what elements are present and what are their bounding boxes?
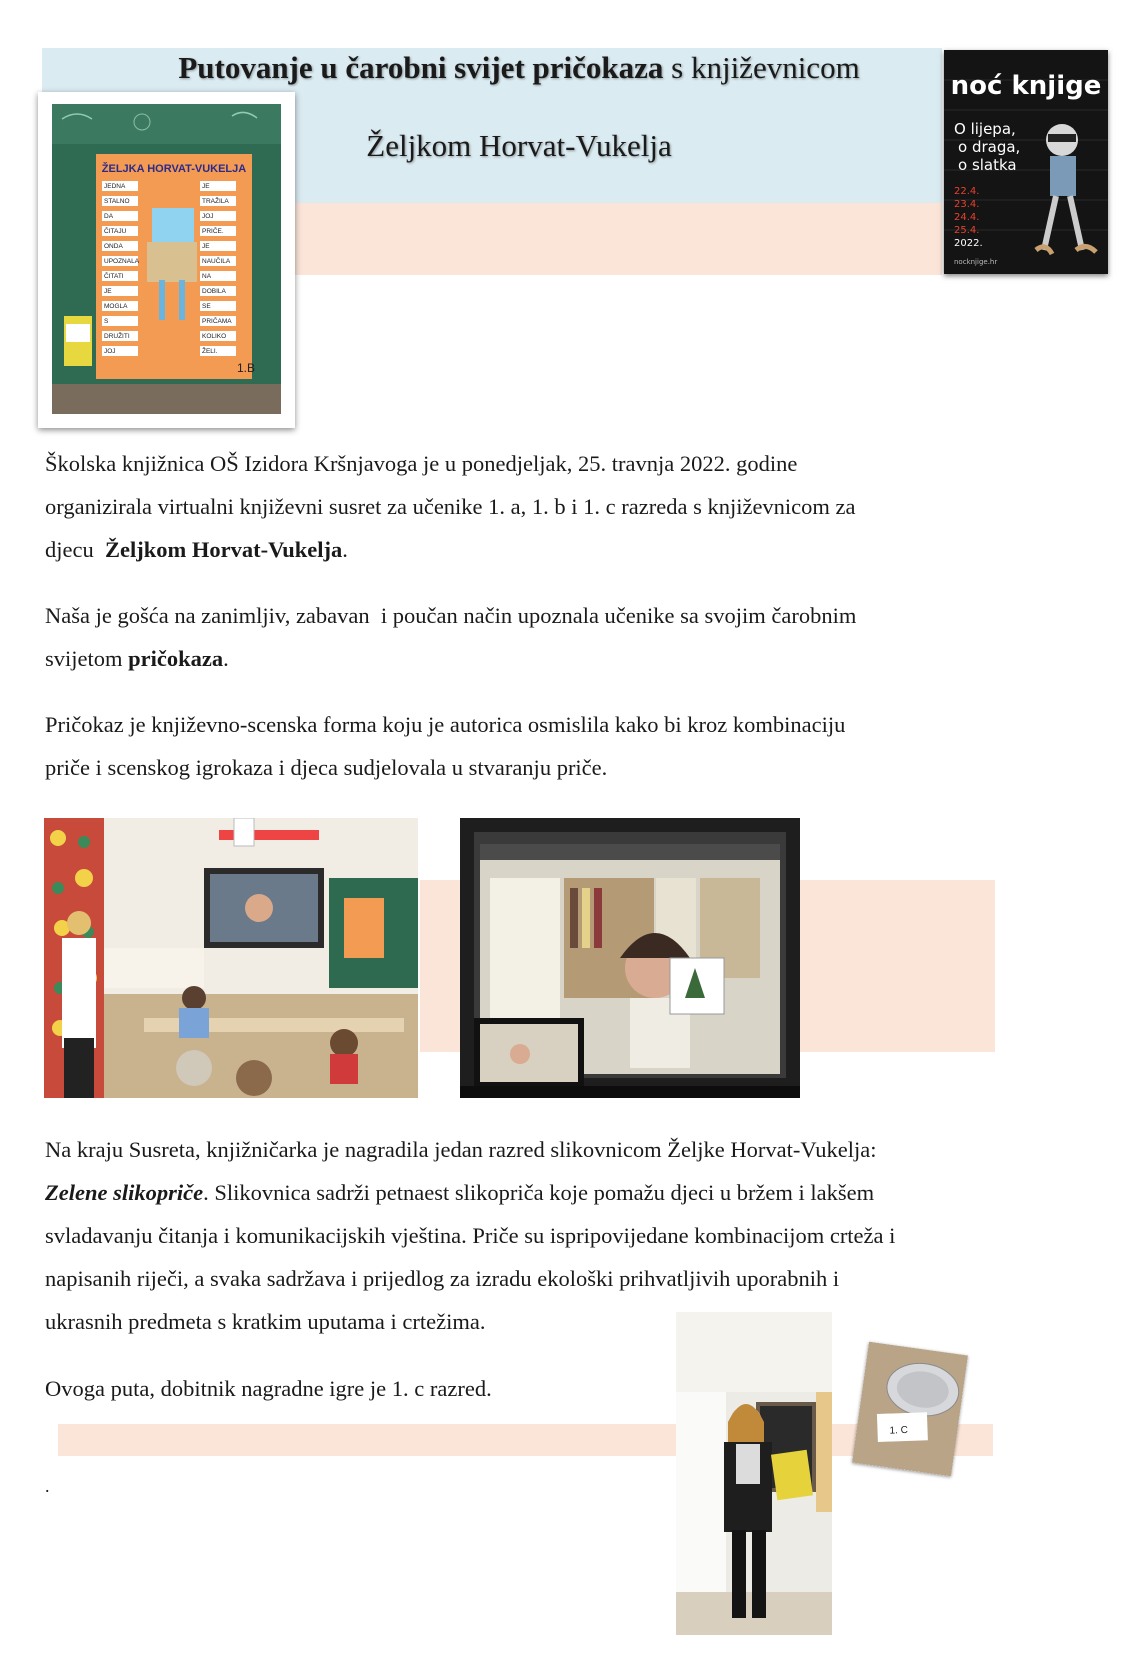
poster-date: 22.4. — [954, 186, 980, 197]
p2-end: . — [223, 646, 229, 671]
paragraph-award-line2 — [45, 1171, 1005, 1214]
title-bold: Putovanje u čarobni svijet pričokaza — [178, 50, 664, 85]
p1-c: djecu — [45, 537, 105, 562]
board-word: NAUČILA — [202, 258, 231, 265]
board-word: JOJ — [104, 348, 116, 355]
board-word: TRAŽILA — [202, 198, 229, 205]
classroom-photo — [44, 818, 418, 1098]
paragraph-award-line4: napisanih riječi, a svaka sadržava i prijedlog za izradu ekološki prihvatljivih uporabnih i — [45, 1266, 840, 1291]
jar-label: 1. C — [889, 1424, 909, 1437]
paragraph-award — [45, 1128, 1005, 1343]
board-word: SE — [202, 303, 211, 310]
board-word: JE — [104, 288, 112, 295]
p4-b: . Slikovnica sadrži petnaest slikopriča koje pomažu djeci u bržem i lakšem — [203, 1180, 875, 1205]
poster-date: 23.4. — [954, 199, 980, 210]
board-word: JE — [202, 183, 210, 190]
paragraph-guest-line2 — [45, 637, 1005, 680]
page-title-line2: Željkom Horvat-Vukelja — [366, 128, 672, 163]
poster-date: 2022. — [954, 238, 983, 249]
paragraph-award-line5: ukrasnih predmeta s kratkim uputama i crtežima. — [45, 1309, 486, 1334]
paragraph-award-line1: Na kraju Susreta, knjižničarka je nagradila jedan razred slikovnicom Željke Horvat-Vukelja: — [45, 1137, 877, 1162]
board-photo — [52, 104, 281, 414]
board-word: ŽELI. — [202, 348, 218, 355]
board-word: S — [104, 318, 109, 325]
paragraph-intro — [45, 442, 1005, 571]
title-rest: s književnicom — [663, 50, 860, 85]
board-word: JEDNA — [104, 183, 126, 190]
author-name-bold: Željkom Horvat-Vukelja — [104, 537, 343, 562]
trailing-dot: . — [45, 1476, 50, 1496]
paragraph-definition-line2: priče i scenskog igrokaza i djeca sudjelovala u stvaranju priče. — [45, 755, 608, 780]
paragraph-award-line3: svladavanju čitanja i komunikacijskih vještina. Priče su ispripovijedane kombinacijom crteža i — [45, 1223, 896, 1248]
paragraph-definition-line1: Pričokaz je književno-scenska forma koju je autorica osmislila kako bi kroz kombinaciju — [45, 712, 846, 737]
poster-slogan-2: o draga, — [958, 138, 1021, 156]
paragraph-winner: Ovoga puta, dobitnik nagradne igre je 1. c razred. — [45, 1376, 492, 1401]
board-heading: ŽELJKA HORVAT-VUKELJA — [101, 163, 247, 175]
board-word: STALNO — [104, 198, 130, 205]
paragraph-guest — [45, 594, 1005, 680]
board-photo-frame — [38, 92, 295, 428]
video-call-photo — [460, 818, 800, 1098]
board-word: UPOZNALA — [104, 258, 140, 265]
paragraph-intro-line2: organizirala virtualni književni susret za učenike 1. a, 1. b i 1. c razreda s književnicom za — [45, 494, 856, 519]
board-word: MOGLA — [104, 303, 128, 310]
poster-site: nocknjige.hr — [954, 258, 998, 266]
poster-slogan-1: O lijepa, — [954, 120, 1016, 138]
jar-photo — [852, 1342, 968, 1477]
paragraph-intro-line3 — [45, 528, 1005, 571]
poster-title: noć knjige — [950, 71, 1102, 101]
board-word: PRIČAMA — [202, 318, 232, 325]
board-word: DRUŽITI — [104, 333, 130, 340]
p1-end: . — [342, 537, 348, 562]
board-word: PRIČE. — [202, 228, 224, 235]
paragraph-intro-line1: Školska knjižnica OŠ Izidora Kršnjavoga je u ponedjeljak, 25. travnja 2022. godine — [45, 451, 798, 476]
board-word: JOJ — [202, 213, 214, 220]
board-word: JE — [202, 243, 210, 250]
page-title-line1 — [42, 48, 996, 88]
board-word: ONDA — [104, 243, 123, 250]
poster-date: 25.4. — [954, 225, 980, 236]
board-word: KOLIKO — [202, 333, 227, 340]
board-word: ČITATI — [104, 273, 124, 280]
poster-date: 24.4. — [954, 212, 980, 223]
board-word: DOBILA — [202, 288, 226, 295]
book-title: Zelene slikopriče — [45, 1180, 204, 1205]
librarian-photo — [676, 1312, 832, 1635]
paragraph-guest-line1: Naša je gošća na zanimljiv, zabavan i poučan način upoznala učenike sa svojim čarobnim — [45, 603, 857, 628]
p2-b: svijetom — [45, 646, 129, 671]
board-word: DA — [104, 213, 114, 220]
pricokaz-bold: pričokaza — [128, 646, 224, 671]
board-class-label: 1.B — [237, 361, 256, 375]
noc-knjige-poster — [944, 50, 1108, 274]
board-word: ČITAJU — [104, 228, 127, 235]
paragraph-definition — [45, 703, 1005, 789]
poster-slogan-3: o slatka — [958, 156, 1017, 174]
board-word: NA — [202, 273, 212, 280]
